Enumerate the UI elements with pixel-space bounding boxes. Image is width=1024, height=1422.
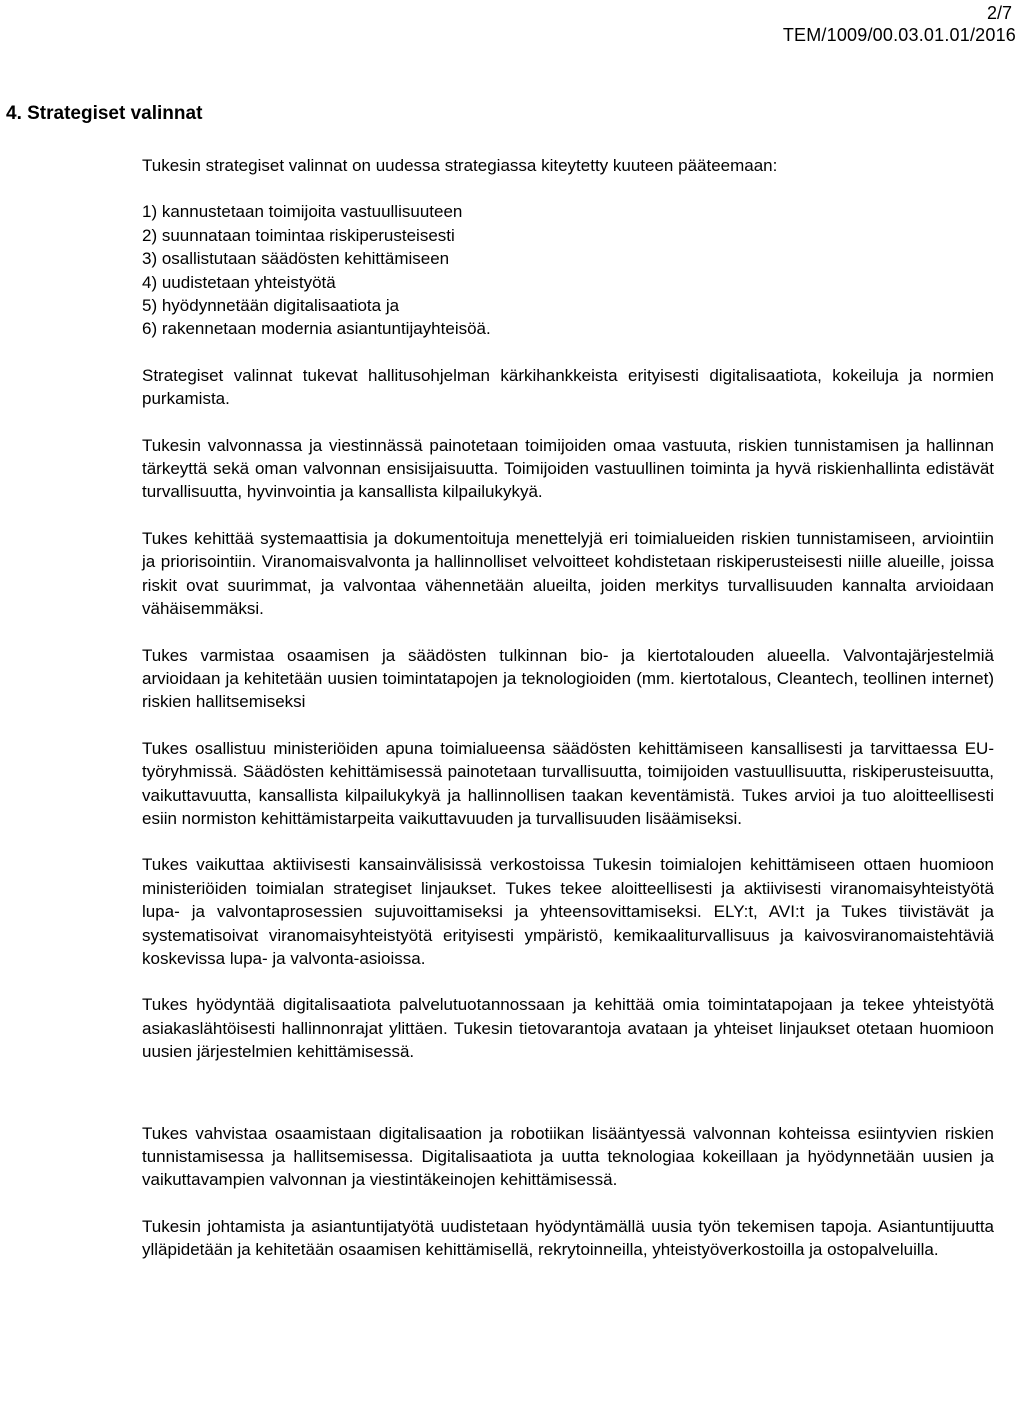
intro-paragraph: Tukesin strategiset valinnat on uudessa strategiassa kiteytetty kuuteen pääteemaan: xyxy=(142,156,778,175)
paragraph: Tukes vahvistaa osaamistaan digitalisaation ja robotiikan lisääntyessä valvonnan kohteissa esiintyvien riskien tunnistamisessa ja hallitsemisessa. Digitalisaatiota ja uutta teknologiaa kokeillaan ja hyödynnetään uusien ja vaikuttavampien valvonnan ja viestintäkeinojen kehittämisessä. xyxy=(142,1123,994,1190)
paragraph: Tukes hyödyntää digitalisaatiota palvelutuotannossaan ja kehittää omia toimintatapojaan ja tekee yhteistyötä asiakaslähtöisesti hallinnonrajat ylittäen. Tukesin tietovarantoja avataan ja yhteiset linjaukset otetaan huomioon uusien järjestelmien kehittämisessä. xyxy=(142,995,994,1062)
paragraph: Tukesin valvonnassa ja viestinnässä painotetaan toimijoiden omaa vastuuta, riskien tunnistamisen ja hallinnan tärkeyttä sekä oman valvonnan ensisijaisuutta. Toimijoiden vastuullinen toiminta ja hyvä riskienhallinta edistävät turvallisuutta, hyvinvointia ja kansallista kilpailukykyä. xyxy=(142,435,994,502)
page-number: 2/7 xyxy=(986,3,1012,23)
paragraph: Tukes varmistaa osaamisen ja säädösten tulkinnan bio- ja kiertotalouden alueella. Valvontajärjestelmiä arvioidaan ja kehitetään uusien toimintatapojen ja teknologioiden (mm. kiertotalous, Cleantech, teollinen internet) riskien hallitsemiseksi xyxy=(142,645,994,712)
list-item: 2) suunnataan toimintaa riskiperusteisesti xyxy=(142,225,455,245)
paragraph: Tukes kehittää systemaattisia ja dokumentoituja menettelyjä eri toimialueiden riskien tunnistamiseen, arviointiin ja priorisointiin. Viranomaisvalvonta ja hallinnolliset velvoitteet kohdistetaan riskiperusteisesti niille alueille, joissa riskit ovat suurimmat, ja valvontaa vähennetään alueilta, joiden merkitys turvallisuuden kannalta arvioidaan vähäisemmäksi. xyxy=(142,528,994,619)
paragraph: Tukes vaikuttaa aktiivisesti kansainvälisissä verkostoissa Tukesin toimialojen kehittämiseen ottaen huomioon ministeriöiden toimialan strategiset linjaukset. Tukes tekee aloitteellisesti ja aktiivisesti viranomaisyhteistyötä lupa- ja valvontaprosessien sujuvoittamiseksi ja yhteensovittamiseksi. ELY:t, AVI:t ja Tukes tiivistävät ja systematisoivat viranomaisyhteistyötä erityisesti ympäristö, kemikaaliturvallisuus ja kaivosviranomaistehtäviä koskevissa lupa- ja valvonta-asioissa. xyxy=(142,855,994,968)
document-reference: TEM/1009/00.03.01.01/2016 xyxy=(782,25,1016,45)
paragraph: Tukesin johtamista ja asiantuntijatyötä uudistetaan hyödyntämällä uusia työn tekemisen tapoja. Asiantuntijuutta ylläpidetään ja kehitetään osaamisen kehittämisellä, rekrytoinneilla, yhteistyöverkostoilla ja ostopalveluilla. xyxy=(142,1216,994,1260)
list-item: 4) uudistetaan yhteistyötä xyxy=(142,272,336,292)
list-item: 5) hyödynnetään digitalisaatiota ja xyxy=(142,296,400,316)
list-item: 1) kannustetaan toimijoita vastuullisuuteen xyxy=(142,202,463,222)
document-body xyxy=(142,154,994,1262)
list-item: 3) osallistutaan säädösten kehittämiseen xyxy=(142,249,450,269)
paragraph: Tukes osallistuu ministeriöiden apuna toimialueensa säädösten kehittämiseen kansallisesti ja tarvittaessa EU-työryhmissä. Säädösten kehittämisessä painotetaan turvallisuutta, toimijoiden vastuullisuutta, riskiperusteisuutta, vaikuttavuutta, kansallista kilpailukykyä ja hallinnollisen taakan keventämistä. Tukes arvioi ja tuo aloitteellisesti esiin normiston kehittämistarpeita vaikuttavuuden ja turvallisuuden lisäämiseksi. xyxy=(142,738,994,828)
list-item: 6) rakennetaan modernia asiantuntijayhteisöä. xyxy=(142,319,491,339)
section-heading: 4. Strategiset valinnat xyxy=(6,103,203,124)
theme-list xyxy=(142,200,994,340)
paragraph: Strategiset valinnat tukevat hallitusohjelman kärkihankkeista erityisesti digitalisaatiota, kokeiluja ja normien purkamista. xyxy=(142,365,994,409)
